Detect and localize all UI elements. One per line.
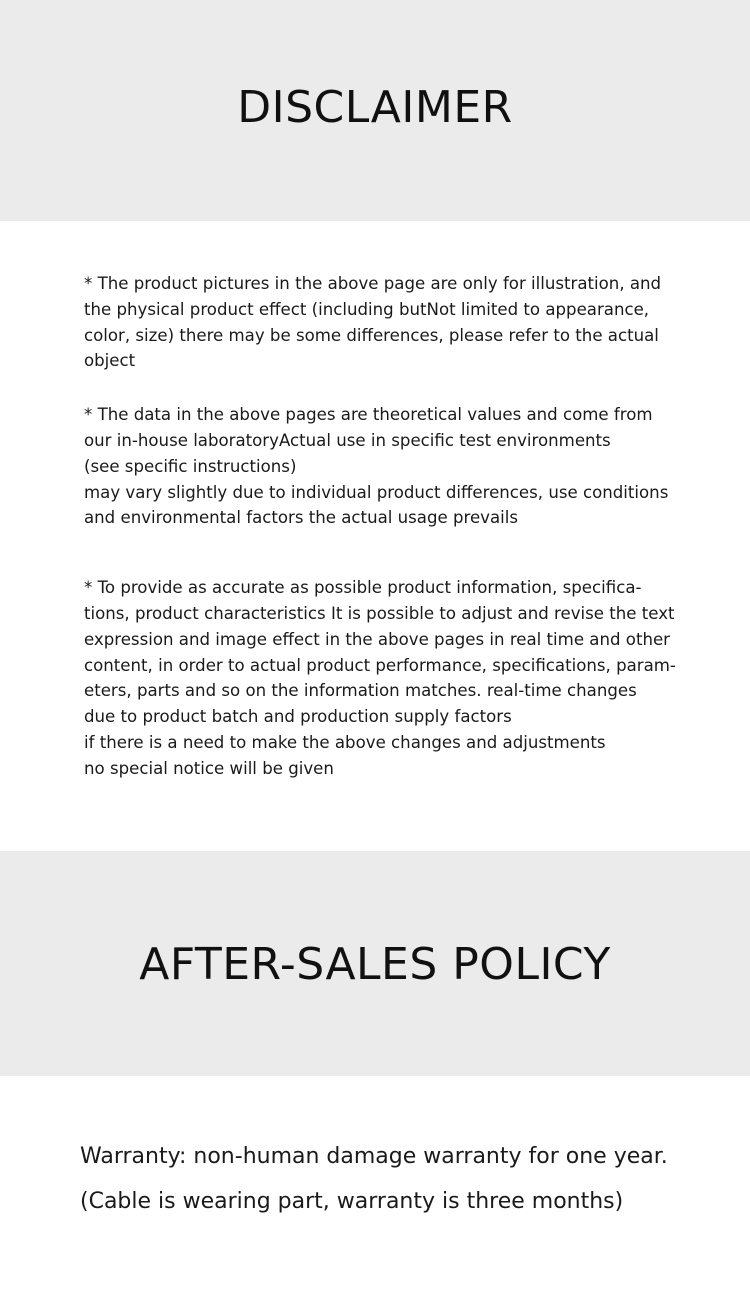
disclaimer-paragraph-data: * The data in the above pages are theoretical values and come from our in-house laboratoryActual use in specific test environments (see specific instructions) may vary slightly due to individual product differences, use conditions and environmental factors the actual usage prevails [84, 405, 669, 528]
warranty-line: Warranty: non-human damage warranty for one year. [80, 1144, 668, 1169]
disclaimer-header [0, 0, 750, 221]
disclaimer-paragraph-adjustments: * To provide as accurate as possible product information, specifica- tions, product characteristics It is possible to adjust and revise the text expression and image effect in the above pages in real time and other content, in order to actual product performance, specifications, param- eters, parts and so on the information matches. real-time changes due to product batch and production supply factors if there is a need to make the above changes and adjustments no special notice will be given [84, 578, 676, 778]
disclaimer-title: DISCLAIMER [237, 82, 513, 133]
after-sales-header [0, 851, 750, 1076]
after-sales-content [0, 1076, 750, 1224]
after-sales-title: AFTER-SALES POLICY [139, 939, 611, 990]
disclaimer-paragraph-illustration: * The product pictures in the above page are only for illustration, and the physical product effect (including butNot limited to appearance, color, size) there may be some differences, please refer to the actual object [84, 274, 662, 371]
disclaimer-content [0, 221, 750, 851]
cable-warranty-line: (Cable is wearing part, warranty is three months) [80, 1189, 624, 1214]
